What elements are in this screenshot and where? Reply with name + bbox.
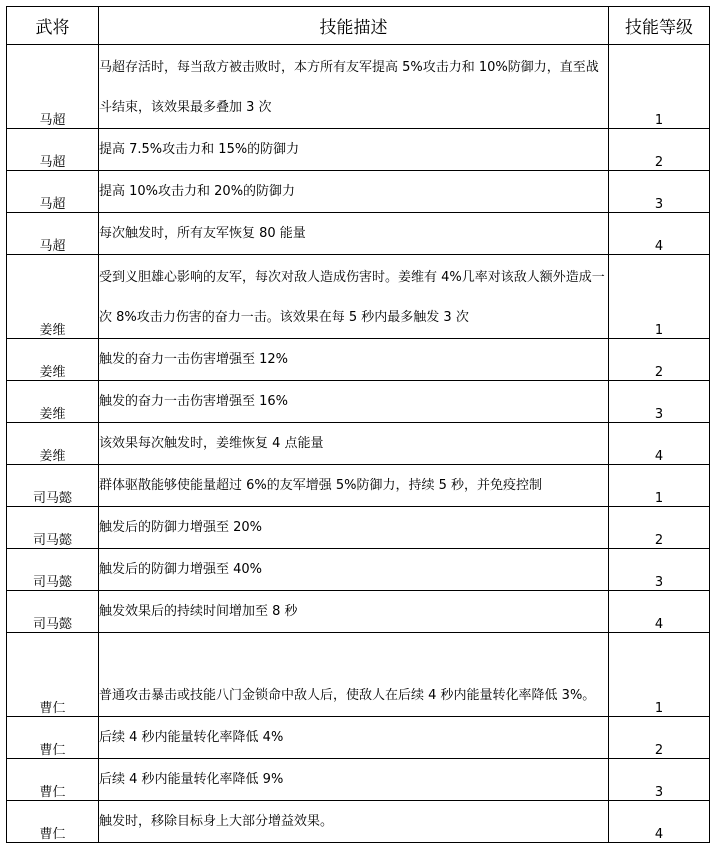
table-row (7, 507, 710, 549)
cell-level: 1 (609, 465, 710, 507)
cell-general: 马超 (7, 129, 99, 171)
cell-level: 2 (609, 717, 710, 759)
cell-general: 曹仁 (7, 717, 99, 759)
header-description: 技能描述 (99, 7, 609, 45)
cell-level: 3 (609, 759, 710, 801)
table-row (7, 549, 710, 591)
cell-description: 普通攻击暴击或技能八门金锁命中敌人后，使敌人在后续 4 秒内能量转化率降低 3%。 (99, 633, 609, 717)
cell-description: 受到义胆雄心影响的友军，每次对敌人造成伤害时。姜维有 4%几率对该敌人额外造成一次 8%攻击力伤害的奋力一击。该效果在每 5 秒内最多触发 3 次 (99, 255, 609, 339)
table-row (7, 801, 710, 843)
table-row (7, 129, 710, 171)
cell-level: 2 (609, 507, 710, 549)
cell-level: 1 (609, 633, 710, 717)
cell-general: 司马懿 (7, 591, 99, 633)
cell-general: 姜维 (7, 339, 99, 381)
cell-description: 触发的奋力一击伤害增强至 16% (99, 381, 609, 423)
cell-general: 姜维 (7, 381, 99, 423)
cell-level: 3 (609, 549, 710, 591)
cell-general: 马超 (7, 45, 99, 129)
cell-level: 2 (609, 339, 710, 381)
cell-description: 提高 7.5%攻击力和 15%的防御力 (99, 129, 609, 171)
table-row (7, 759, 710, 801)
table-row (7, 465, 710, 507)
header-level: 技能等级 (609, 7, 710, 45)
table-row (7, 255, 710, 339)
cell-description: 触发的奋力一击伤害增强至 12% (99, 339, 609, 381)
table-row (7, 339, 710, 381)
cell-description: 触发后的防御力增强至 40% (99, 549, 609, 591)
cell-level: 4 (609, 423, 710, 465)
cell-description: 每次触发时，所有友军恢复 80 能量 (99, 213, 609, 255)
table-row (7, 45, 710, 129)
cell-level: 3 (609, 171, 710, 213)
cell-description: 触发后的防御力增强至 20% (99, 507, 609, 549)
cell-level: 1 (609, 255, 710, 339)
cell-description: 触发时，移除目标身上大部分增益效果。 (99, 801, 609, 843)
table-row (7, 171, 710, 213)
table-row (7, 213, 710, 255)
cell-level: 4 (609, 591, 710, 633)
cell-description: 提高 10%攻击力和 20%的防御力 (99, 171, 609, 213)
header-name: 武将 (7, 7, 99, 45)
cell-general: 司马懿 (7, 549, 99, 591)
cell-description: 群体驱散能够使能量超过 6%的友军增强 5%防御力，持续 5 秒，并免疫控制 (99, 465, 609, 507)
cell-general: 马超 (7, 213, 99, 255)
cell-general: 马超 (7, 171, 99, 213)
table-row (7, 717, 710, 759)
cell-general: 曹仁 (7, 801, 99, 843)
cell-description: 后续 4 秒内能量转化率降低 4% (99, 717, 609, 759)
table-row (7, 633, 710, 717)
cell-level: 4 (609, 801, 710, 843)
cell-general: 司马懿 (7, 507, 99, 549)
table-row (7, 381, 710, 423)
table-row (7, 591, 710, 633)
cell-level: 4 (609, 213, 710, 255)
cell-level: 2 (609, 129, 710, 171)
cell-description: 后续 4 秒内能量转化率降低 9% (99, 759, 609, 801)
cell-general: 曹仁 (7, 633, 99, 717)
cell-general: 姜维 (7, 423, 99, 465)
cell-general: 姜维 (7, 255, 99, 339)
table-row (7, 423, 710, 465)
cell-level: 3 (609, 381, 710, 423)
cell-description: 马超存活时，每当敌方被击败时，本方所有友军提高 5%攻击力和 10%防御力，直至战斗结束，该效果最多叠加 3 次 (99, 45, 609, 129)
cell-description: 触发效果后的持续时间增加至 8 秒 (99, 591, 609, 633)
skill-table (6, 6, 710, 843)
cell-general: 曹仁 (7, 759, 99, 801)
cell-level: 1 (609, 45, 710, 129)
table-header-row (7, 7, 710, 45)
cell-general: 司马懿 (7, 465, 99, 507)
cell-description: 该效果每次触发时，姜维恢复 4 点能量 (99, 423, 609, 465)
